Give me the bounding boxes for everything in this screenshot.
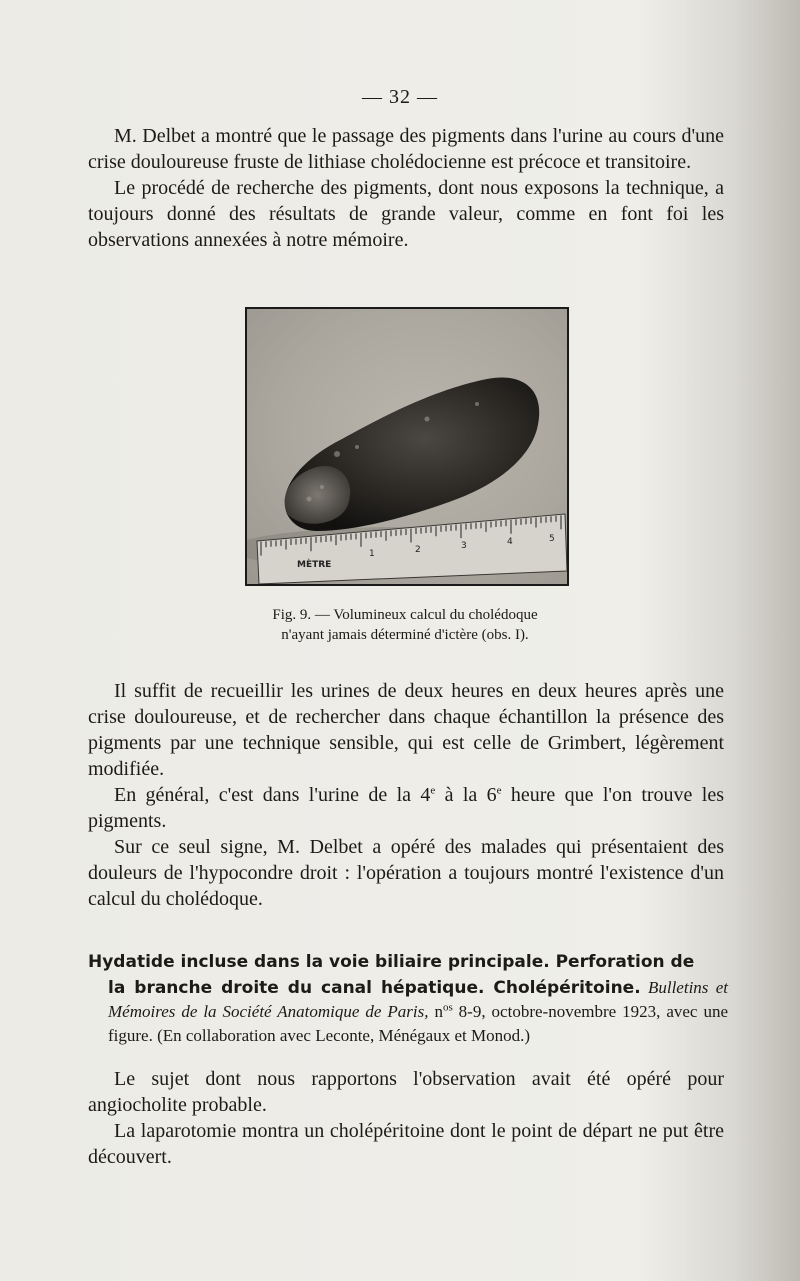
- section-text: [88, 1066, 724, 1170]
- caption-line-1: Fig. 9. — Volumineux calcul du cholédoque: [272, 607, 538, 623]
- body-paragraph-3: Sur ce seul signe, M. Delbet a opéré des malades qui présentaient des douleurs de l'hypocondre droit : l'opération a toujours montré l'existence d'un calcul du cholédoque.: [88, 836, 724, 910]
- caption-line-2: n'ayant jamais déterminé d'ictère (obs. I).: [281, 627, 529, 643]
- calculus-illustration: [247, 309, 567, 584]
- section-reference: [108, 976, 728, 1048]
- ruler-label: MÈTRE: [297, 560, 332, 570]
- body-paragraph-2: [88, 782, 724, 834]
- intro-paragraph-2: Le procédé de recherche des pigments, dont nous exposons la technique, a toujours donné des résultats de grande valeur, comme en font foi les observations annexées à notre mémoire.: [88, 177, 724, 251]
- body-text: [88, 678, 724, 912]
- figure-caption: [245, 605, 565, 645]
- section-paragraph-2: La laparotomie montra un cholépéritoine dont le point de départ ne put être découvert.: [88, 1120, 724, 1168]
- p4-sup-1: e: [430, 784, 436, 797]
- p4-part-c: heure que l'on trouve les pigments.: [88, 784, 724, 832]
- reference-details: 8-9, octobre-novembre 1923, avec une figure. (En collaboration avec Leconte, Ménégaux et Monod.): [108, 1002, 728, 1045]
- ruler-number: 5: [549, 534, 555, 544]
- page-number: — 32 —: [362, 86, 438, 108]
- reference-journal: Bulletins et Mémoires de la Société Anatomique de Paris,: [108, 978, 728, 1021]
- ruler-number: 2: [415, 545, 421, 555]
- section-paragraph-1: Le sujet dont nous rapportons l'observation avait été opéré pour angiocholite probable.: [88, 1068, 724, 1116]
- intro-paragraph-1: M. Delbet a montré que le passage des pigments dans l'urine au cours d'une crise douloureuse fruste de lithiase cholédocienne est précoce et transitoire.: [88, 125, 724, 173]
- section-title-line-2: la branche droite du canal hépatique. Cholépéritoine.: [108, 978, 641, 998]
- p4-part-a: En général, c'est dans l'urine de la 4: [114, 784, 431, 806]
- reference-nos: n: [434, 1002, 443, 1021]
- body-paragraph-1: Il suffit de recueillir les urines de deux heures en deux heures après une crise douloureuse, et de rechercher dans chaque échantillon la présence des pigments par une technique sensible, qui est celle de Grimbert, légèrement modifiée.: [88, 680, 724, 780]
- section-title-line-1: Hydatide incluse dans la voie biliaire principale. Perforation de: [88, 952, 695, 972]
- ruler-number: 1: [369, 549, 375, 559]
- p4-sup-2: e: [496, 784, 502, 797]
- p4-part-b: à la 6: [435, 784, 497, 806]
- intro-text: [88, 123, 724, 253]
- reference-nos-sup: os: [442, 1001, 453, 1014]
- figure-calculus-photo: [245, 307, 569, 586]
- ruler-number: 3: [461, 541, 467, 551]
- ruler-number: 4: [507, 537, 513, 547]
- section-title: [88, 950, 728, 974]
